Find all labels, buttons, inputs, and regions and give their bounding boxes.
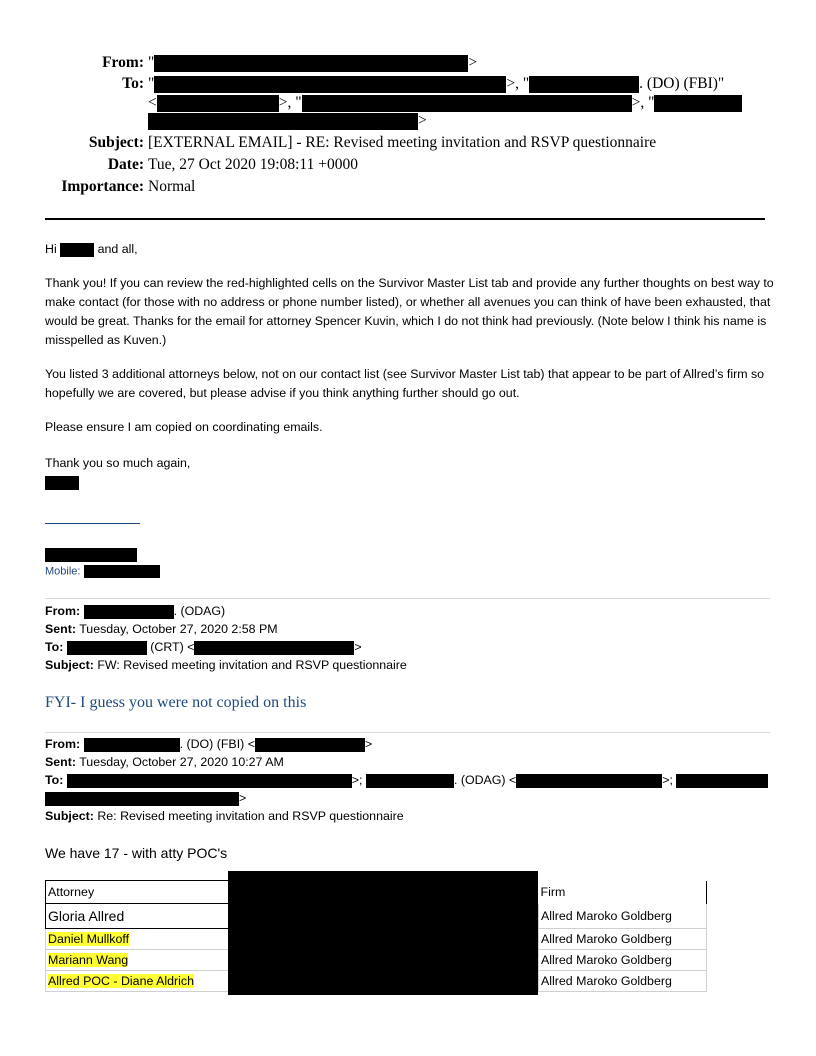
fwd2-from: From: . (DO) (FBI) < > (45, 737, 373, 751)
redaction-block (366, 774, 454, 788)
fwd2-subject: Subject: Re: Revised meeting invitation and RSVP questionnaire (45, 809, 404, 823)
fwd2-to: To: >; . (ODAG) < >; (45, 772, 768, 790)
date-label: Date: (107, 156, 144, 173)
subject-label: Subject: (88, 134, 144, 151)
to-label: To: (122, 75, 144, 92)
firm-cell: Allred Maroko Goldberg (539, 929, 707, 950)
fwd2-sent: Sent: Tuesday, October 27, 2020 10:27 AM (45, 755, 284, 769)
redaction-block (45, 476, 79, 490)
redaction-block (529, 76, 639, 93)
redaction-block (84, 605, 174, 619)
forward-divider (45, 598, 770, 599)
fwd1-sent: Sent: Tuesday, October 27, 2020 2:58 PM (45, 622, 278, 636)
closing: Thank you so much again, (45, 456, 191, 470)
subject-value: [EXTERNAL EMAIL] - RE: Revised meeting invitation and RSVP questionnaire (148, 134, 657, 151)
greeting: Hi and all, (45, 242, 138, 256)
redaction-block (84, 565, 160, 578)
attorney-cell: Gloria Allred (46, 904, 229, 929)
redaction-block (255, 738, 365, 752)
fwd1-to: To: (CRT) < > (45, 640, 362, 654)
redaction-block (84, 738, 180, 752)
redaction-block (148, 113, 418, 130)
header-attorney: Attorney (46, 881, 229, 904)
attorney-cell: Mariann Wang (46, 950, 229, 971)
redaction-block (654, 95, 742, 112)
redaction-block (60, 243, 94, 257)
redaction-block (67, 774, 352, 788)
to-value-line2: < >, " >, " (148, 94, 742, 112)
redaction-block (676, 774, 768, 788)
to-value-line1: " >, " . (DO) (FBI)" (148, 75, 725, 92)
redaction-block (516, 774, 662, 788)
fwd2-to-line2: > (45, 790, 246, 808)
redaction-block (45, 548, 137, 562)
redaction-block (154, 55, 468, 72)
importance-label: Importance: (61, 178, 144, 195)
firm-cell: Allred Maroko Goldberg (539, 904, 707, 929)
header-firm: Firm (539, 881, 707, 904)
from-value: " > (148, 54, 478, 71)
attorney-cell: Allred POC - Diane Aldrich (46, 971, 229, 992)
firm-cell: Allred Maroko Goldberg (539, 971, 707, 992)
paragraph-3: Please ensure I am copied on coordinating emails. (45, 420, 323, 434)
fwd1-from: From: . (ODAG) (45, 604, 226, 618)
attorney-intro: We have 17 - with atty POC's (45, 845, 228, 861)
paragraph-1: Thank you! If you can review the red-highlighted cells on the Survivor Master List tab and provide any further thoughts on best way to make contact (for those with no address or phone number listed), or whether all avenues you can think of have been exhausted, that would be great. Thanks for the email for attorney Spencer Kuvin, which I do not think had previously. (Note below I think his name is misspelled as Kuven.) (45, 276, 774, 347)
redaction-block (302, 95, 632, 112)
paragraph-2: You listed 3 additional attorneys below, not on our contact list (see Survivor Master List tab) that appear to be part of Allred’s firm so hopefully we are covered, but please advise if you think anything further should go out. (45, 367, 765, 400)
redaction-block (157, 95, 279, 112)
fwd1-subject: Subject: FW: Revised meeting invitation and RSVP questionnaire (45, 658, 407, 672)
signature-rule (45, 523, 140, 524)
firm-cell: Allred Maroko Goldberg (539, 950, 707, 971)
date-value: Tue, 27 Oct 2020 19:08:11 +0000 (148, 156, 358, 173)
redaction-block (67, 641, 147, 655)
redaction-block (154, 76, 506, 93)
fyi-note: FYI- I guess you were not copied on this (45, 694, 307, 711)
redaction-block (194, 641, 354, 655)
redaction-block (228, 871, 538, 995)
signature-mobile: Mobile: (45, 565, 160, 578)
header-divider (45, 218, 765, 220)
from-label: From: (102, 54, 144, 71)
to-value-line3: > (148, 112, 427, 130)
importance-value: Normal (148, 178, 196, 195)
forward-divider (45, 732, 770, 733)
redaction-block (45, 792, 239, 806)
attorney-cell: Daniel Mullkoff (46, 929, 229, 950)
